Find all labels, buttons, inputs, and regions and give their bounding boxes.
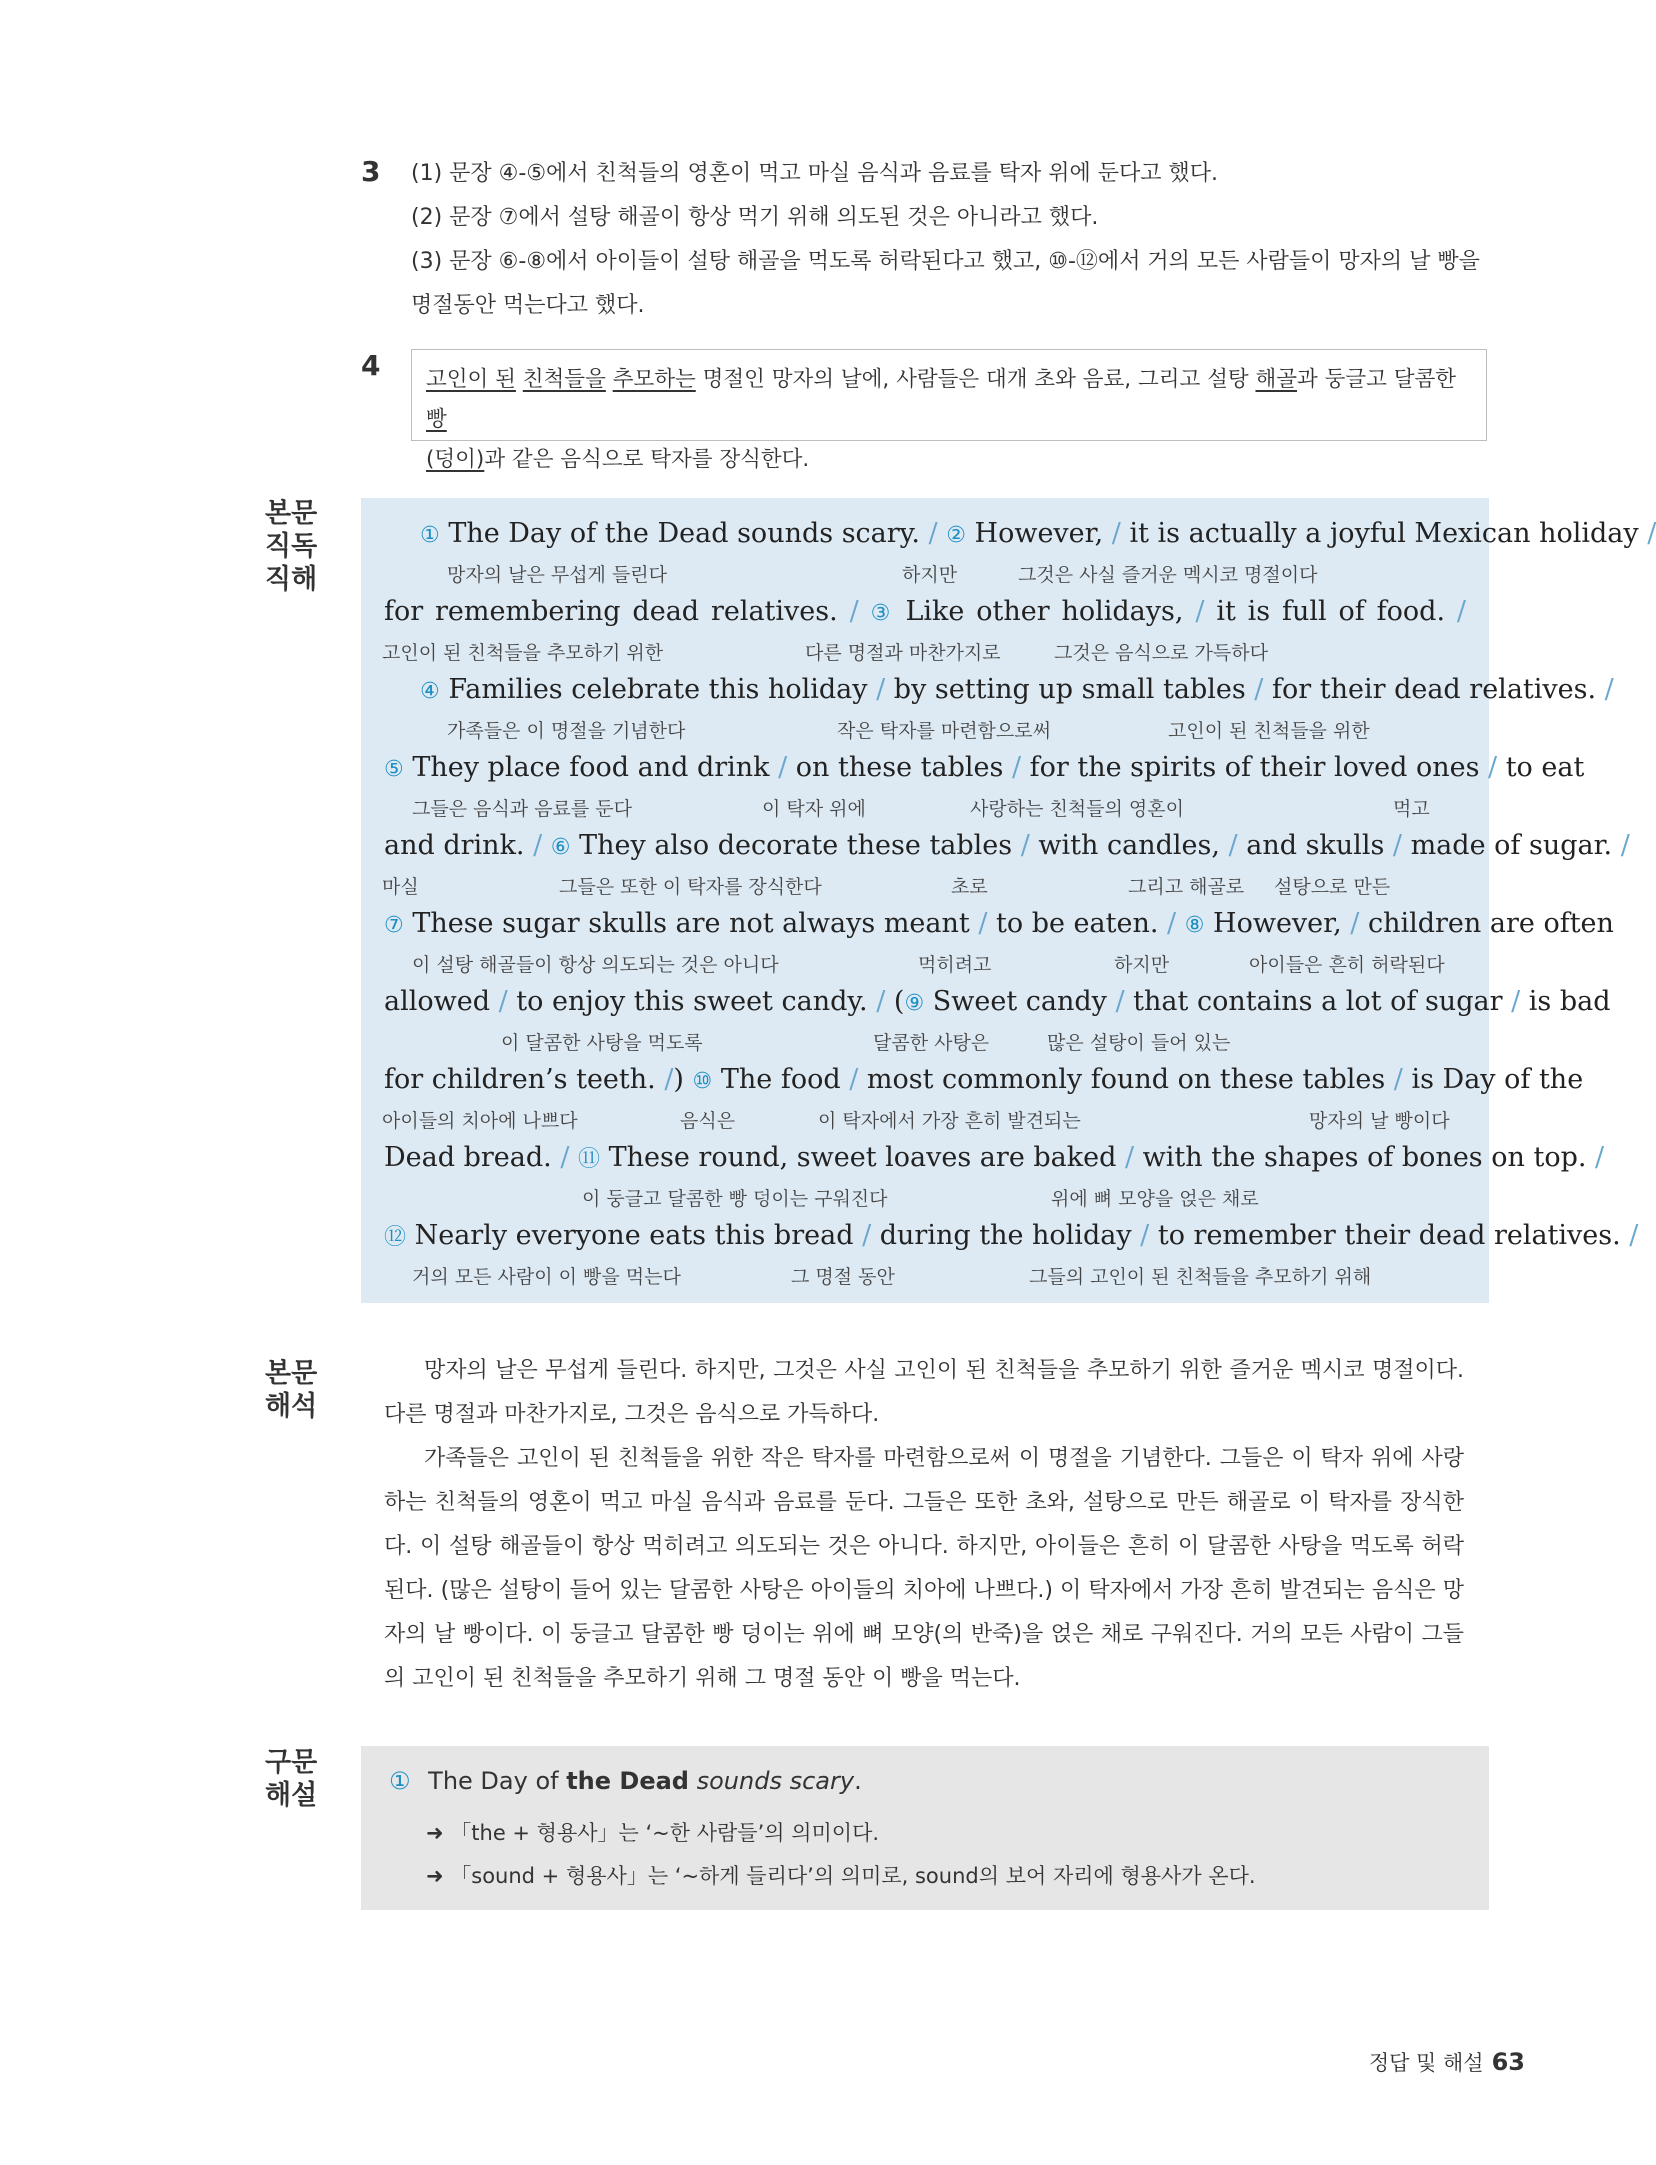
english-chunk: most commonly found on these tables xyxy=(858,1064,1394,1095)
chunk-slash: / xyxy=(1620,830,1630,861)
reading-korean-gloss: 망자의 날 빵이다 xyxy=(1309,1110,1450,1132)
chunk-slash: / xyxy=(1254,674,1264,705)
sentence-number: ⑨ xyxy=(904,991,925,1016)
reading-korean-gloss: 먹히려고 xyxy=(918,954,992,976)
translation-paragraph: 망자의 날은 무섭게 들린다. 하지만, 그것은 사실 고인이 된 친척들을 추모하기 위한 즐거운 멕시코 명절이다. 다른 명절과 마찬가지로, 그것은 음식으로 가득하다. xyxy=(384,1358,1464,1427)
chunk-slash: / xyxy=(876,986,886,1017)
english-chunk: to enjoy this sweet candy. xyxy=(507,986,877,1017)
chunk-slash: / xyxy=(1011,752,1022,783)
chunk-slash: / xyxy=(1111,518,1121,549)
translation-section-label: 본문 해석 xyxy=(265,1358,318,1422)
english-chunk: made of sugar. xyxy=(1402,830,1621,861)
reading-korean-gloss: 많은 설탕이 들어 있는 xyxy=(1047,1032,1231,1054)
sentence-number: ② xyxy=(946,523,966,548)
reading-korean-gloss: 망자의 날은 무섭게 들린다 xyxy=(447,564,668,586)
sentence-number: ⑦ xyxy=(384,913,404,938)
chunk-slash: / xyxy=(498,986,508,1017)
reading-korean-gloss: 위에 뼈 모양을 얹은 채로 xyxy=(1051,1188,1259,1210)
chunk-slash: / xyxy=(1115,986,1125,1017)
structure-text: . xyxy=(854,1767,862,1795)
english-chunk: ) xyxy=(673,1064,693,1095)
answer-4-text: 명절인 망자의 날에, 사람들은 대개 초와 음료, 그리고 설탕 xyxy=(695,367,1256,392)
answer-3-line: (3) 문장 ⑥-⑧에서 아이들이 설탕 해골을 먹도록 허락된다고 했고, ⑩-⑫에서 거의 모든 사람들이 망자의 날 빵을 xyxy=(411,249,1480,274)
reading-korean-gloss: 마실 xyxy=(382,876,419,898)
reading-korean-gloss: 하지만 xyxy=(902,564,958,586)
english-chunk: Sweet candy xyxy=(924,986,1116,1017)
reading-korean-gloss: 그들은 또한 이 탁자를 장식한다 xyxy=(559,876,822,898)
reading-korean-gloss: 하지만 xyxy=(1114,954,1170,976)
chunk-slash: / xyxy=(849,1064,859,1095)
answer-4-underlined: (덩이) xyxy=(426,447,485,472)
chunk-slash: / xyxy=(1392,830,1402,861)
answer-4-underlined: 고인이 된 xyxy=(426,367,516,392)
chunk-slash: / xyxy=(1195,596,1205,627)
english-chunk: on these tables xyxy=(787,752,1012,783)
reading-english-line xyxy=(384,1142,1605,1173)
english-chunk: it is actually a joyful Mexican holiday xyxy=(1120,518,1648,549)
reading-korean-gloss: 그들의 고인이 된 친척들을 추모하기 위해 xyxy=(1029,1266,1372,1288)
chunk-slash: / xyxy=(1350,908,1360,939)
reading-korean-gloss: 가족들은 이 명절을 기념한다 xyxy=(447,720,686,742)
english-chunk: These round, sweet loaves are baked xyxy=(600,1142,1125,1173)
answer-3-line: (1) 문장 ④-⑤에서 친척들의 영혼이 먹고 마실 음식과 음료를 탁자 위에 둔다고 했다. xyxy=(411,161,1219,186)
structure-text xyxy=(689,1767,697,1795)
answer-4-underlined: 해골 xyxy=(1255,367,1298,392)
structure-text: The Day of xyxy=(428,1767,567,1795)
answer-3-line: (2) 문장 ⑦에서 설탕 해골이 항상 먹기 위해 의도된 것은 아니라고 했다. xyxy=(411,205,1099,230)
english-chunk xyxy=(542,830,551,861)
answer-3-text xyxy=(411,152,1480,328)
english-chunk: ( xyxy=(885,986,905,1017)
english-chunk xyxy=(938,518,947,549)
english-chunk: Nearly everyone eats this bread xyxy=(406,1220,863,1251)
reading-english-line xyxy=(384,752,1585,783)
answer-3-line: 명절동안 먹는다고 했다. xyxy=(411,293,645,318)
english-chunk: children are often xyxy=(1359,908,1614,939)
structure-number: ① xyxy=(389,1767,411,1795)
sentence-number: ⑩ xyxy=(692,1069,713,1094)
english-chunk: for remembering dead relatives. xyxy=(384,596,850,627)
chunk-slash: / xyxy=(1020,830,1030,861)
reading-korean-gloss: 이 탁자에서 가장 흔히 발견되는 xyxy=(818,1110,1081,1132)
english-chunk: and skulls xyxy=(1237,830,1393,861)
reading-korean-gloss: 이 둥글고 달콤한 빵 덩이는 구워진다 xyxy=(582,1188,888,1210)
sentence-number: ⑫ xyxy=(384,1225,407,1250)
reading-english-line xyxy=(420,518,1656,549)
sentence-number: ⑤ xyxy=(384,757,404,782)
answer-3-number: 3 xyxy=(361,155,381,188)
reading-korean-gloss: 사랑하는 친척들의 영혼이 xyxy=(970,798,1184,820)
chunk-slash: / xyxy=(533,830,543,861)
chunk-slash: / xyxy=(849,596,859,627)
reading-english-line xyxy=(384,1220,1638,1251)
english-chunk: allowed xyxy=(384,986,499,1017)
chunk-slash: / xyxy=(560,1142,570,1173)
english-chunk: The Day of the Dead sounds scary. xyxy=(439,518,929,549)
english-chunk xyxy=(569,1142,578,1173)
chunk-slash: / xyxy=(1604,674,1614,705)
answer-4-number: 4 xyxy=(361,349,381,382)
english-chunk: with candles, xyxy=(1029,830,1229,861)
chunk-slash: / xyxy=(1167,908,1177,939)
chunk-slash: / xyxy=(1629,1220,1639,1251)
english-chunk: They place food and drink xyxy=(403,752,779,783)
reading-korean-gloss: 이 달콤한 사탕을 먹도록 xyxy=(501,1032,703,1054)
english-chunk: for the spirits of their loved ones xyxy=(1021,752,1489,783)
reading-korean-gloss: 초로 xyxy=(951,876,988,898)
answer-4-text xyxy=(516,367,523,392)
reading-korean-gloss: 그들은 음식과 음료를 둔다 xyxy=(412,798,633,820)
chunk-slash: / xyxy=(1456,596,1467,627)
reading-korean-gloss: 그것은 음식으로 가득하다 xyxy=(1054,642,1268,664)
reading-korean-gloss: 아이들은 흔히 허락된다 xyxy=(1249,954,1445,976)
english-chunk: to eat xyxy=(1497,752,1585,783)
english-chunk: to remember their dead relatives. xyxy=(1149,1220,1630,1251)
reading-korean-gloss: 설탕으로 만든 xyxy=(1274,876,1391,898)
chunk-slash: / xyxy=(1595,1142,1605,1173)
reading-korean-gloss: 그리고 해골로 xyxy=(1128,876,1245,898)
reading-korean-gloss: 작은 탁자를 마련함으로써 xyxy=(837,720,1051,742)
chunk-slash: / xyxy=(1511,986,1521,1017)
structure-note: ➜ 「sound + 형용사」는 ‘~하게 들리다’의 의미로, sound의 보어 자리에 형용사가 온다. xyxy=(426,1864,1256,1888)
answer-4-text xyxy=(606,367,613,392)
answer-4-underlined: 친척들을 xyxy=(522,367,606,392)
sentence-number: ③ xyxy=(870,601,894,626)
chunk-slash: / xyxy=(1393,1064,1403,1095)
english-chunk: and drink. xyxy=(384,830,534,861)
english-chunk: However, xyxy=(965,518,1112,549)
chunk-slash: / xyxy=(1647,518,1656,549)
structure-section-label: 구문 해설 xyxy=(265,1747,318,1811)
chunk-slash: / xyxy=(778,752,788,783)
reading-korean-gloss: 그것은 사실 즐거운 멕시코 명절이다 xyxy=(1018,564,1318,586)
reading-english-line xyxy=(384,596,1466,627)
page-number: 63 xyxy=(1491,2048,1525,2076)
english-chunk xyxy=(1176,908,1185,939)
translation-paragraph: 가족들은 고인이 된 친척들을 위한 작은 탁자를 마련함으로써 이 명절을 기념한다. 그들은 이 탁자 위에 사랑하는 친척들의 영혼이 먹고 마실 음식과 음료를 둔다. 그들은 또한 초와, 설탕으로 만든 해골로 이 탁자를 장식한다. 이 설탕 해골들이 항상 먹히려고 의도되는 것은 아니다. 하지만, 아이들은 흔히 이 달콤한 사탕을 먹도록 허락된다. (많은 설탕이 들어 있는 달콤한 사탕은 아이들의 치아에 나쁘다.) 이 탁자에서 가장 흔히 발견되는 음식은 망자의 날 빵이다. 이 둥글고 달콤한 빵 덩이는 위에 뼈 모양(의 반죽)을 얹은 채로 구워진다. 거의 모든 사람이 그들의 고인이 된 친척들을 추모하기 위해 그 명절 동안 이 빵을 먹는다. xyxy=(384,1446,1464,1691)
reading-english-line xyxy=(420,674,1614,705)
reading-korean-gloss: 음식은 xyxy=(680,1110,736,1132)
footer-label: 정답 및 해설 xyxy=(1368,2051,1484,2075)
english-chunk: with the shapes of bones on top. xyxy=(1134,1142,1596,1173)
reading-korean-gloss: 이 탁자 위에 xyxy=(762,798,866,820)
chunk-slash: / xyxy=(1488,752,1498,783)
reading-korean-gloss: 아이들의 치아에 나쁘다 xyxy=(382,1110,578,1132)
reading-english-line xyxy=(384,908,1614,939)
chunk-slash: / xyxy=(1228,830,1238,861)
chunk-slash: / xyxy=(978,908,988,939)
english-chunk: is bad xyxy=(1520,986,1611,1017)
translation-text xyxy=(384,1349,1464,1701)
english-chunk: during the holiday xyxy=(871,1220,1141,1251)
english-chunk: to be eaten. xyxy=(987,908,1168,939)
sentence-number: ⑧ xyxy=(1184,913,1205,938)
reading-korean-gloss: 이 설탕 해골들이 항상 의도되는 것은 아니다 xyxy=(412,954,779,976)
reading-english-line xyxy=(384,1064,1584,1095)
english-chunk: for children’s teeth. xyxy=(384,1064,665,1095)
sentence-number: ⑪ xyxy=(578,1147,601,1172)
reading-korean-gloss: 먹고 xyxy=(1393,798,1430,820)
sentence-number: ⑥ xyxy=(550,835,571,860)
chunk-slash: / xyxy=(876,674,886,705)
chunk-slash: / xyxy=(1124,1142,1135,1173)
reading-english-line xyxy=(384,986,1611,1017)
answer-4-underlined: 추모하는 xyxy=(612,367,696,392)
reading-korean-gloss: 달콤한 사탕은 xyxy=(873,1032,990,1054)
sentence-number: ④ xyxy=(420,679,440,704)
answer-4-box xyxy=(411,349,1487,472)
chunk-slash: / xyxy=(1140,1220,1150,1251)
english-chunk: However, xyxy=(1204,908,1351,939)
chunk-slash: / xyxy=(928,518,938,549)
answer-4-text: 과 같은 음식으로 탁자를 장식한다. xyxy=(484,447,810,472)
english-chunk: it is full of food. xyxy=(1204,596,1457,627)
reading-korean-gloss: 거의 모든 사람이 이 빵을 먹는다 xyxy=(412,1266,681,1288)
reading-korean-gloss: 고인이 된 친척들을 추모하기 위한 xyxy=(382,642,664,664)
structure-sentence xyxy=(389,1767,862,1795)
reading-section-label: 본문 직독 직해 xyxy=(265,498,318,595)
chunk-slash: / xyxy=(862,1220,872,1251)
english-chunk: Dead bread. xyxy=(384,1142,561,1173)
answer-4-underlined: 빵 xyxy=(426,407,447,432)
reading-korean-gloss: 다른 명절과 마찬가지로 xyxy=(805,642,1001,664)
english-chunk: for their dead relatives. xyxy=(1263,674,1605,705)
reading-korean-gloss: 그 명절 동안 xyxy=(791,1266,895,1288)
answer-4-text: 과 둥글고 달콤한 xyxy=(1297,367,1457,392)
reading-english-line xyxy=(384,830,1630,861)
english-chunk: Families celebrate this holiday xyxy=(439,674,877,705)
english-chunk: Like other holidays, xyxy=(893,596,1196,627)
structure-note: ➜ 「the + 형용사」는 ‘~한 사람들’의 의미이다. xyxy=(426,1821,880,1845)
page-footer xyxy=(1369,2047,1525,2077)
english-chunk: These sugar skulls are not always meant xyxy=(403,908,979,939)
reading-korean-gloss: 고인이 된 친척들을 위한 xyxy=(1168,720,1370,742)
english-chunk: The food xyxy=(712,1064,850,1095)
english-chunk: They also decorate these tables xyxy=(570,830,1021,861)
english-chunk: is Day of the xyxy=(1402,1064,1584,1095)
sentence-number: ① xyxy=(420,523,440,548)
english-chunk xyxy=(859,596,871,627)
structure-bold: the Dead xyxy=(566,1767,689,1795)
structure-italic: sounds scary xyxy=(696,1767,855,1795)
english-chunk: by setting up small tables xyxy=(885,674,1255,705)
english-chunk: that contains a lot of sugar xyxy=(1124,986,1512,1017)
chunk-slash: / xyxy=(664,1064,674,1095)
